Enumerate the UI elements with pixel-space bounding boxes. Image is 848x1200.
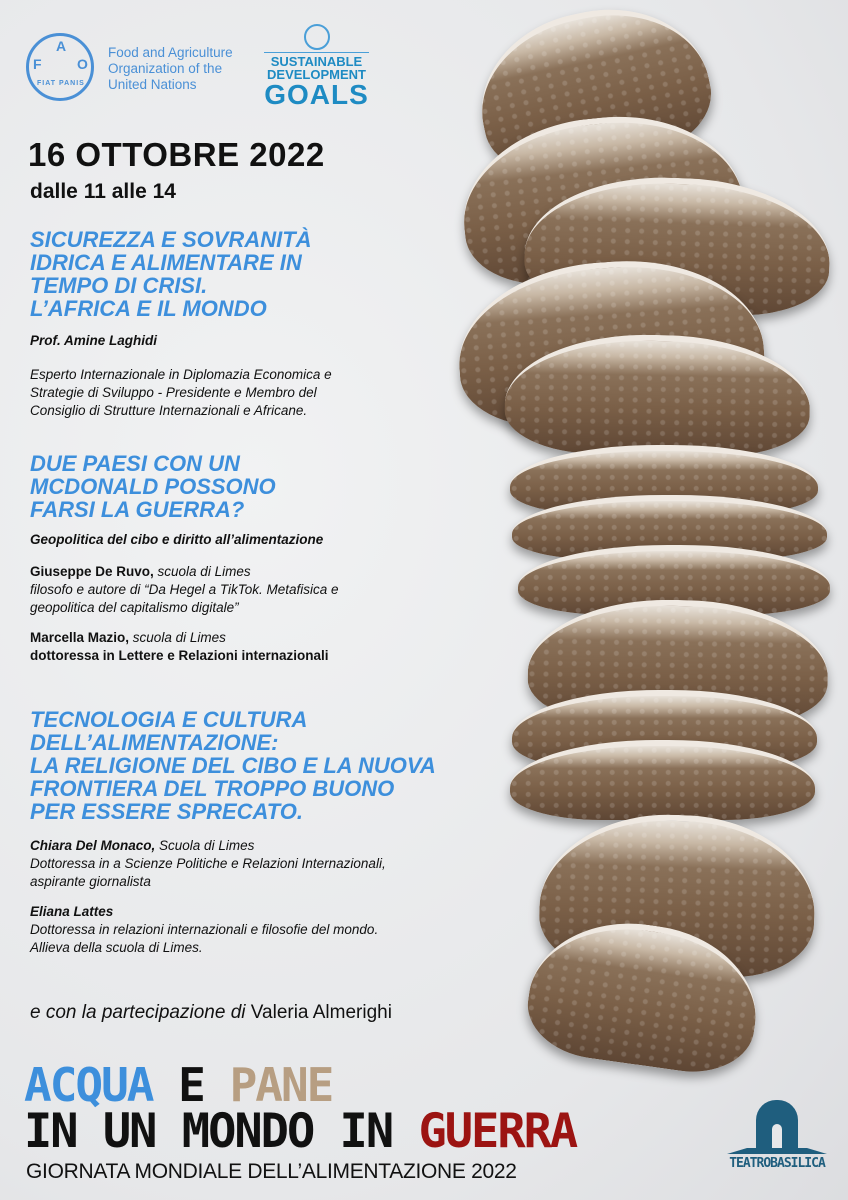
title-e: E xyxy=(152,1058,230,1112)
event-subtitle: GIORNATA MONDIALE DELL’ALIMENTAZIONE 2022 xyxy=(26,1160,517,1183)
fao-name-line: Food and Agriculture xyxy=(108,45,233,60)
title-acqua: ACQUA xyxy=(24,1058,153,1112)
fao-logo xyxy=(26,33,94,101)
title-line: PER ESSERE SPRECATO. xyxy=(30,799,304,824)
title-line: FARSI LA GUERRA? xyxy=(30,497,245,522)
title-line: IDRICA E ALIMENTARE IN xyxy=(30,250,302,275)
sdg-line: DEVELOPMENT xyxy=(267,67,366,82)
title-line: MCDONALD POSSONO xyxy=(30,474,276,499)
title-guerra: GUERRA xyxy=(418,1104,577,1159)
event-time: dalle 11 alle 14 xyxy=(30,180,176,203)
fao-letter: F xyxy=(33,56,42,72)
speaker-bio: Esperto Internazionale in Diplomazia Economica e xyxy=(30,367,332,382)
title-line: LA RELIGIONE DEL CIBO E LA NUOVA xyxy=(30,753,436,778)
fao-letter: O xyxy=(77,56,88,72)
title-pane: PANE xyxy=(229,1058,333,1112)
speaker-name: Chiara Del Monaco, xyxy=(30,838,156,853)
title-line: DELL’ALIMENTAZIONE: xyxy=(30,730,279,755)
fao-name xyxy=(108,45,233,93)
speaker-bio: Consiglio di Strutture Internazionali e Africane. xyxy=(30,403,308,418)
participation-prefix: e con la partecipazione di xyxy=(30,1002,251,1023)
fao-letter: A xyxy=(56,38,67,54)
speaker-name: Marcella Mazio, xyxy=(30,630,130,645)
sdg-line: SUSTAINABLE xyxy=(264,52,369,68)
un-emblem-icon xyxy=(304,24,330,50)
speaker xyxy=(30,629,339,665)
title-line: DUE PAESI CON UN xyxy=(30,451,240,476)
speaker-name: Eliana Lattes xyxy=(30,904,114,919)
fao-name-line: United Nations xyxy=(108,77,197,92)
title-line: TEMPO DI CRISI. xyxy=(30,273,208,298)
speaker-school: scuola di Limes xyxy=(129,630,226,645)
section-3 xyxy=(30,708,436,957)
main-title-line-1 xyxy=(24,1058,333,1112)
speaker-name: Prof. Amine Laghidi xyxy=(30,333,158,348)
fao-motto: FIAT PANIS xyxy=(37,80,85,87)
speaker-bio: filosofo e autore di “Da Hegel a TikTok. Metafisica e xyxy=(30,582,339,597)
section-1 xyxy=(30,228,332,420)
speaker-school: scuola di Limes xyxy=(153,564,251,579)
event-date: 16 OTTOBRE 2022 xyxy=(28,136,325,173)
participation-name: Valeria Almerighi xyxy=(250,1002,392,1023)
speaker-bio: dottoressa in Lettere e Relazioni internazionali xyxy=(30,648,329,663)
speaker-bio: Allieva della scuola di Limes. xyxy=(30,940,203,955)
sdg-goals: GOALS xyxy=(264,79,369,110)
title-line: FRONTIERA DEL TROPPO BUONO xyxy=(30,776,395,801)
title-line: SICUREZZA E SOVRANITÀ xyxy=(30,227,312,252)
speaker-school: Scuola di Limes xyxy=(155,838,255,853)
title-line2: IN UN MONDO IN xyxy=(24,1104,419,1159)
speaker-bio: Strategie di Sviluppo - Presidente e Membro del xyxy=(30,385,317,400)
speaker xyxy=(30,563,339,617)
title-line: L’AFRICA E IL MONDO xyxy=(30,296,267,321)
speaker-bio: Dottoressa in a Scienze Politiche e Relazioni Internazionali, xyxy=(30,856,386,871)
arch-icon xyxy=(756,1100,798,1148)
speaker-bio: aspirante giornalista xyxy=(30,874,151,889)
speaker xyxy=(30,837,436,891)
speaker-bio: Dottoressa in relazioni internazionali e filosofie del mondo. xyxy=(30,922,379,937)
teatro-basilica-logo xyxy=(724,1100,830,1171)
sdg-logo xyxy=(264,24,369,109)
speaker xyxy=(30,903,436,957)
fao-name-line: Organization of the xyxy=(108,61,223,76)
section-title xyxy=(30,228,332,320)
title-line: TECNOLOGIA E CULTURA xyxy=(30,707,308,732)
section-subtitle: Geopolitica del cibo e diritto all’alimentazione xyxy=(30,532,324,547)
section-2 xyxy=(30,452,339,665)
participation xyxy=(30,1002,392,1024)
venue-name: TEATROBASILICA xyxy=(729,1156,825,1171)
main-title-line-2 xyxy=(24,1104,577,1159)
speaker-name: Giuseppe De Ruvo, xyxy=(30,564,154,579)
speaker-bio: geopolitica del capitalismo digitale” xyxy=(30,600,239,615)
